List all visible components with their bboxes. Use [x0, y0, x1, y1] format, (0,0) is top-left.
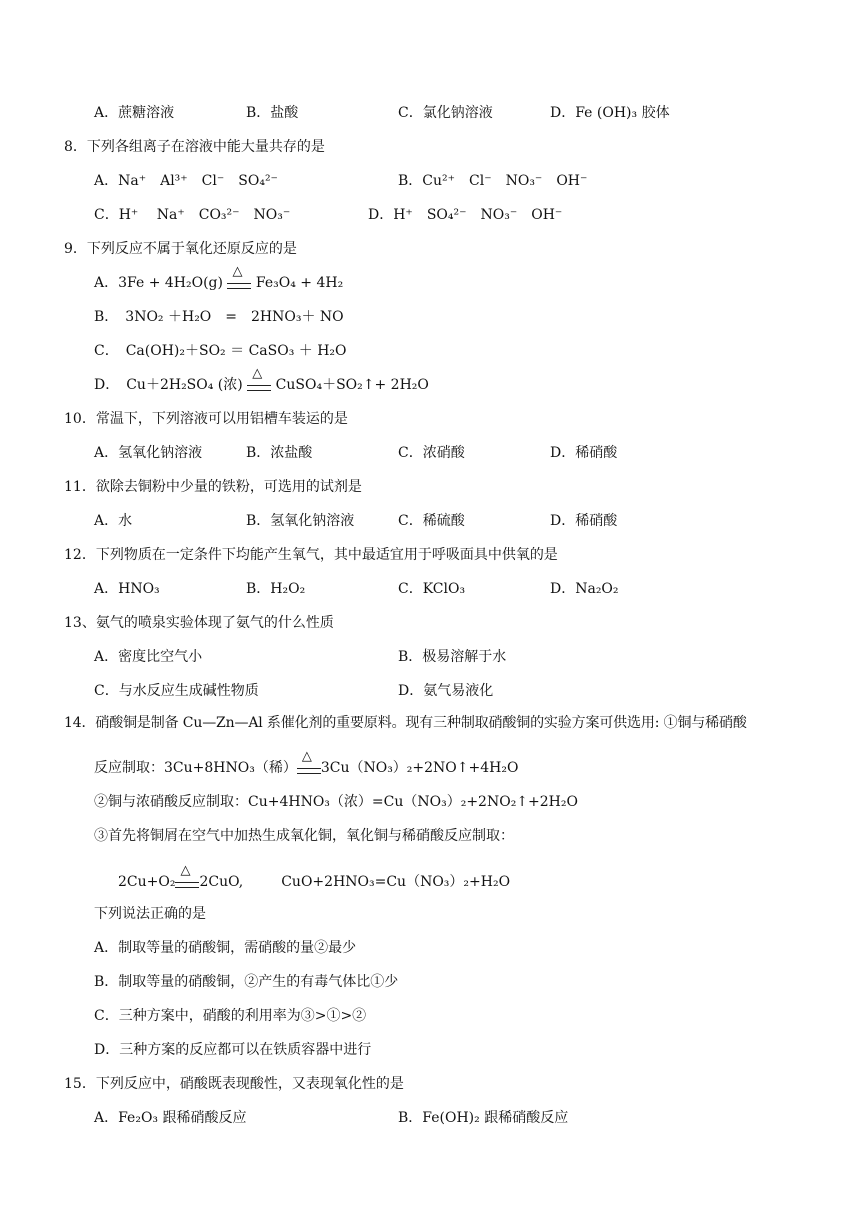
q9-a-products: Fe₃O₄ + 4H₂ — [255, 275, 344, 291]
q14-eq1-products: 2CuO, — [199, 874, 244, 890]
q13-option-d: D．氨气易液化 — [398, 683, 494, 699]
q9-d-products: CuSO₄＋SO₂↑+ 2H₂O — [275, 377, 429, 393]
heat-condition-icon — [247, 366, 271, 395]
q10-option-d: D．稀硝酸 — [550, 445, 618, 461]
q8-option-b: B．Cu²⁺ Cl⁻ NO₃⁻ OH⁻ — [398, 173, 588, 189]
q14-option-b: B．制取等量的硝酸铜，②产生的有毒气体比①少 — [94, 974, 399, 990]
q14-scheme-1-products: 3Cu（NO₃）₂+2NO↑+4H₂O — [320, 760, 519, 776]
q7-option-a: A．蔗糖溶液 — [94, 105, 175, 121]
q13-option-a: A．密度比空气小 — [94, 649, 203, 665]
q8-stem: 8．下列各组离子在溶液中能大量共存的是 — [64, 139, 325, 155]
q9-option-c: C． Ca(OH)₂＋SO₂ ＝ CaSO₃ ＋ H₂O — [94, 343, 347, 359]
q14-scheme-1 — [94, 749, 519, 778]
q14-eq2: CuO+2HNO₃=Cu（NO₃）₂+H₂O — [281, 874, 511, 890]
heat-condition-icon — [227, 264, 251, 293]
q14-option-d: D．三种方案的反应都可以在铁质容器中进行 — [94, 1042, 372, 1058]
q15-option-b: B．Fe(OH)₂ 跟稀硝酸反应 — [398, 1110, 569, 1126]
heat-symbol: △ — [180, 863, 191, 878]
q9-option-a — [94, 264, 344, 293]
q15-stem: 15．下列反应中，硝酸既表现酸性，又表现氧化性的是 — [64, 1076, 404, 1092]
q14-option-a: A．制取等量的硝酸铜，需硝酸的量②最少 — [94, 940, 357, 956]
q10-option-a: A．氢氧化钠溶液 — [94, 445, 203, 461]
q10-option-c: C．浓硝酸 — [398, 445, 465, 461]
q11-option-c: C．稀硫酸 — [398, 513, 465, 529]
q7-option-b: B．盐酸 — [246, 105, 299, 121]
q7-option-c: C．氯化钠溶液 — [398, 105, 493, 121]
q14-scheme-3-equations — [118, 863, 511, 892]
q12-stem: 12．下列物质在一定条件下均能产生氧气，其中最适宜用于呼吸面具中供氧的是 — [64, 547, 558, 563]
q8-option-c: C．H⁺ Na⁺ CO₃²⁻ NO₃⁻ — [94, 207, 291, 223]
q10-option-b: B．浓盐酸 — [246, 445, 313, 461]
q11-option-a: A．水 — [94, 513, 133, 529]
q12-option-d: D．Na₂O₂ — [550, 581, 619, 597]
q9-a-reactants: A．3Fe + 4H₂O(g) — [94, 275, 223, 291]
q14-eq1-reactants: 2Cu+O₂ — [118, 874, 176, 890]
q9-option-b: B． 3NO₂ ＋H₂O = 2HNO₃＋ NO — [94, 309, 344, 325]
q13-option-c: C．与水反应生成碱性物质 — [94, 683, 259, 699]
q13-option-b: B．极易溶解于水 — [398, 649, 507, 665]
heat-condition-icon — [175, 863, 199, 892]
heat-symbol: △ — [252, 366, 263, 381]
heat-symbol: △ — [301, 749, 312, 764]
q7-option-d: D．Fe (OH)₃ 胶体 — [550, 105, 670, 121]
q12-option-b: B．H₂O₂ — [246, 581, 306, 597]
q8-option-a: A．Na⁺ Al³⁺ Cl⁻ SO₄²⁻ — [94, 173, 278, 189]
q14-prompt: 下列说法正确的是 — [94, 906, 206, 922]
q9-d-reactants: D． Cu＋2H₂SO₄ (浓) — [94, 377, 243, 393]
q14-scheme-1-reactants: 反应制取：3Cu+8HNO₃（稀） — [94, 760, 297, 776]
q9-option-d — [94, 366, 429, 395]
q14-option-c: C．三种方案中，硝酸的利用率为③>①>② — [94, 1008, 367, 1024]
heat-symbol: △ — [232, 264, 243, 279]
q12-option-a: A．HNO₃ — [94, 581, 160, 597]
heat-condition-icon — [297, 749, 321, 778]
q14-scheme-2: ②铜与浓硝酸反应制取：Cu+4HNO₃（浓）=Cu（NO₃）₂+2NO₂↑+2H₂O — [94, 794, 578, 810]
q11-option-d: D．稀硝酸 — [550, 513, 618, 529]
q11-stem: 11．欲除去铜粉中少量的铁粉，可选用的试剂是 — [64, 479, 362, 495]
q15-option-a: A．Fe₂O₃ 跟稀硝酸反应 — [94, 1110, 247, 1126]
q12-option-c: C．KClO₃ — [398, 581, 466, 597]
q14-stem: 14．硝酸铜是制备 Cu—Zn—Al 系催化剂的重要原料。现有三种制取硝酸铜的实验方案可供选用: ①铜与稀硝酸 — [64, 715, 747, 731]
q8-option-d: D．H⁺ SO₄²⁻ NO₃⁻ OH⁻ — [368, 207, 563, 223]
q13-stem: 13、氨气的喷泉实验体现了氨气的什么性质 — [64, 615, 334, 631]
q9-stem: 9．下列反应不属于氧化还原反应的是 — [64, 241, 297, 257]
q11-option-b: B．氢氧化钠溶液 — [246, 513, 355, 529]
q14-scheme-3: ③首先将铜屑在空气中加热生成氧化铜，氧化铜与稀硝酸反应制取： — [94, 828, 514, 844]
q10-stem: 10．常温下，下列溶液可以用铝槽车装运的是 — [64, 411, 348, 427]
